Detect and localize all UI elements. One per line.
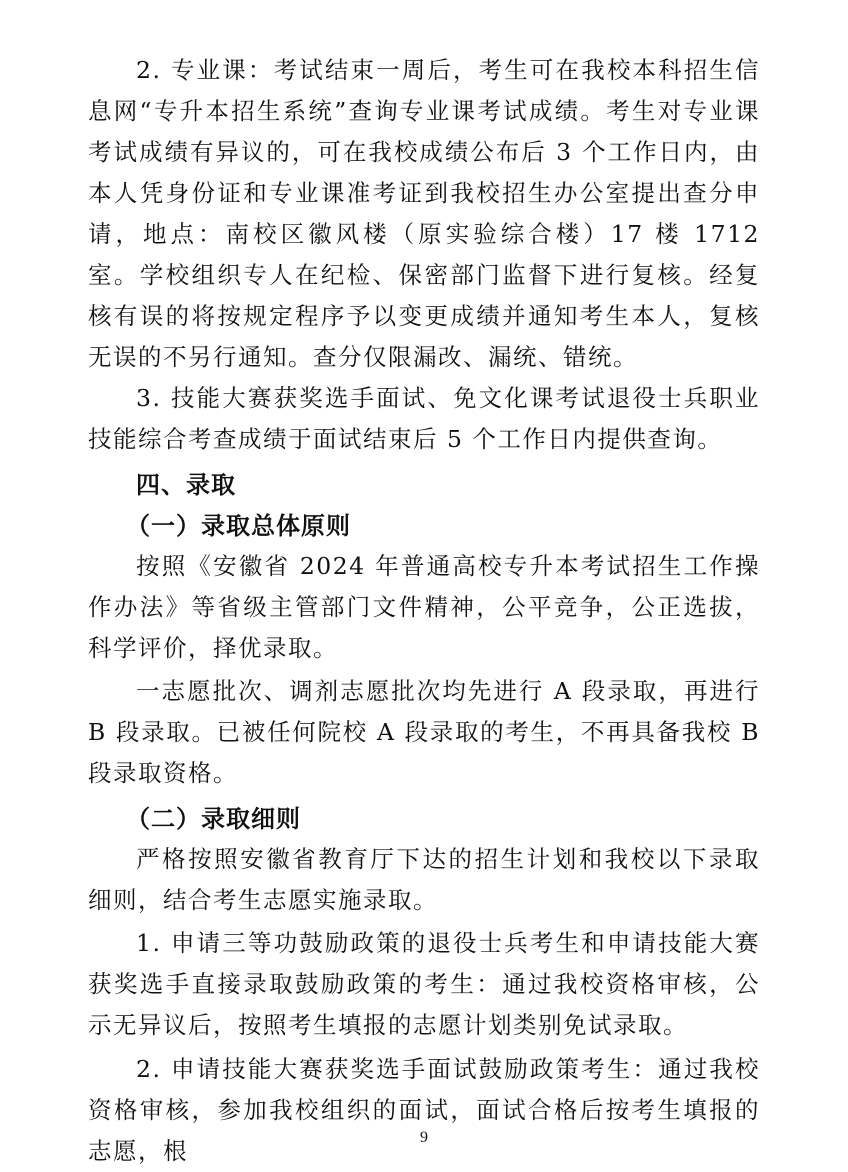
subsection-heading-principle: （一）录取总体原则: [126, 511, 351, 540]
section-heading-admission: 四、录取: [136, 470, 236, 499]
paragraph-score-inquiry-professional: 2. 专业课：考试结束一周后，考生可在我校本科招生信息网“专升本招生系统”查询专业课考试成绩。考生对专业课考试成绩有异议的，可在我校成绩公布后 3 个工作日内，由本人凭身份证和专业课准考证到我校招生办公室提出查分申请，地点：南校区徽风楼（原实验综合楼）17 楼 1712 室。学校组织专人在纪检、保密部门监督下进行复核。经复核有误的将按规定程序予以变更成绩并通知考生本人，复核无误的不另行通知。查分仅限漏改、漏统、错统。: [88, 56, 761, 371]
paragraph-skills-competition-score: 3. 技能大赛获奖选手面试、免文化课考试退役士兵职业技能综合考查成绩于面试结束后 5 个工作日内提供查询。: [88, 384, 761, 453]
paragraph-veteran-direct-admission: 1. 申请三等功鼓励政策的退役士兵考生和申请技能大赛获奖选手直接录取鼓励政策的考生：通过我校资格审核，公示无异议后，按照考生填报的志愿计划类别免试录取。: [88, 929, 761, 1039]
paragraph-details-intro: 严格按照安徽省教育厅下达的招生计划和我校以下录取细则，结合考生志愿实施录取。: [88, 845, 760, 914]
page-number: 9: [420, 1129, 428, 1146]
subsection-heading-details: （二）录取细则: [126, 804, 301, 833]
paragraph-interview-policy: 2. 申请技能大赛获奖选手面试鼓励政策考生：通过我校资格审核，参加我校组织的面试，面试合格后按考生填报的志愿，根: [88, 1055, 761, 1165]
paragraph-ab-admission: 一志愿批次、调剂志愿批次均先进行 A 段录取，再进行 B 段录取。已被任何院校 A 段录取的考生，不再具备我校 B 段录取资格。: [88, 677, 760, 787]
paragraph-principle: 按照《安徽省 2024 年普通高校专升本考试招生工作操作办法》等省级主管部门文件精神，公平竞争，公正选拔，科学评价，择优录取。: [88, 552, 760, 662]
